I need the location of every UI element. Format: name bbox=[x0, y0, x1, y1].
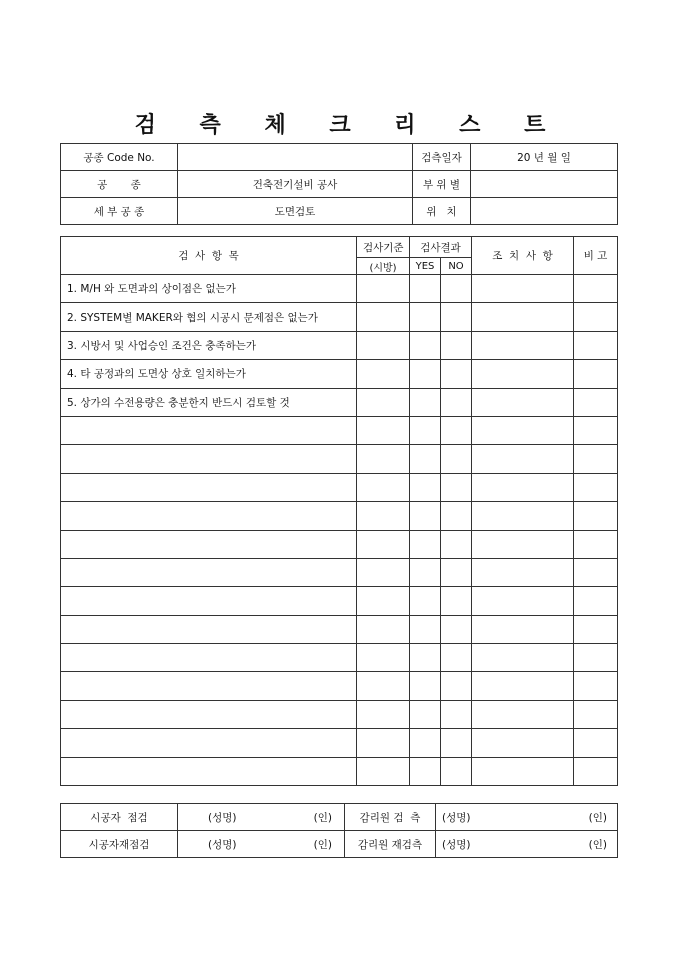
action-cell[interactable] bbox=[472, 360, 574, 388]
checklist-row bbox=[61, 388, 618, 416]
standard-cell[interactable] bbox=[357, 303, 410, 331]
checklist-row bbox=[61, 275, 618, 303]
checklist-row bbox=[61, 757, 618, 785]
no-cell[interactable] bbox=[441, 445, 472, 473]
standard-cell[interactable] bbox=[357, 360, 410, 388]
action-cell[interactable] bbox=[472, 388, 574, 416]
remark-cell[interactable] bbox=[574, 331, 618, 359]
contractor-check-label: 시공자 점검 bbox=[61, 804, 178, 831]
header-item: 검 사 항 목 bbox=[61, 237, 357, 275]
sign-row-1 bbox=[61, 804, 618, 831]
remark-cell[interactable] bbox=[574, 615, 618, 643]
action-cell[interactable] bbox=[472, 729, 574, 757]
info-row-subtype bbox=[61, 198, 618, 225]
yes-cell[interactable] bbox=[410, 615, 441, 643]
no-cell[interactable] bbox=[441, 672, 472, 700]
code-label: 공종 Code No. bbox=[61, 144, 178, 171]
checklist-item-text bbox=[61, 558, 357, 586]
checklist-row bbox=[61, 331, 618, 359]
action-cell[interactable] bbox=[472, 530, 574, 558]
checklist-item-text bbox=[61, 502, 357, 530]
remark-cell[interactable] bbox=[574, 502, 618, 530]
checklist-item-text: 1. M/H 와 도면과의 상이점은 없는가 bbox=[61, 275, 357, 303]
contractor-recheck-name-field[interactable]: (성명) bbox=[178, 831, 268, 858]
standard-cell[interactable] bbox=[357, 587, 410, 615]
standard-cell[interactable] bbox=[357, 275, 410, 303]
no-cell[interactable] bbox=[441, 757, 472, 785]
action-cell[interactable] bbox=[472, 416, 574, 444]
checklist-item-text bbox=[61, 615, 357, 643]
no-cell[interactable] bbox=[441, 615, 472, 643]
yes-cell[interactable] bbox=[410, 530, 441, 558]
checklist-item-text: 3. 시방서 및 사업승인 조건은 충족하는가 bbox=[61, 331, 357, 359]
checklist-row bbox=[61, 700, 618, 728]
action-cell[interactable] bbox=[472, 672, 574, 700]
supervisor-inspect-name-field[interactable]: (성명) bbox=[436, 804, 557, 831]
remark-cell[interactable] bbox=[574, 530, 618, 558]
checklist-item-text bbox=[61, 530, 357, 558]
remark-cell[interactable] bbox=[574, 729, 618, 757]
checklist-item-text: 2. SYSTEM별 MAKER와 협의 시공시 문제점은 없는가 bbox=[61, 303, 357, 331]
action-cell[interactable] bbox=[472, 615, 574, 643]
checklist-row bbox=[61, 530, 618, 558]
checklist-item-text bbox=[61, 473, 357, 501]
no-cell[interactable] bbox=[441, 700, 472, 728]
no-cell[interactable] bbox=[441, 331, 472, 359]
checklist-row bbox=[61, 360, 618, 388]
header-standard-line2: (시방) bbox=[357, 258, 410, 275]
checklist-row bbox=[61, 445, 618, 473]
supervisor-reinspect-label: 감리원 재검측 bbox=[345, 831, 436, 858]
checklist-row bbox=[61, 303, 618, 331]
checklist-item-text: 4. 타 공정과의 도면상 상호 일치하는가 bbox=[61, 360, 357, 388]
yes-cell[interactable] bbox=[410, 587, 441, 615]
subtype-label: 세 부 공 종 bbox=[61, 198, 178, 225]
checklist-row bbox=[61, 672, 618, 700]
yes-cell[interactable] bbox=[410, 360, 441, 388]
yes-cell[interactable] bbox=[410, 331, 441, 359]
action-cell[interactable] bbox=[472, 303, 574, 331]
checklist-row bbox=[61, 416, 618, 444]
remark-cell[interactable] bbox=[574, 644, 618, 672]
action-cell[interactable] bbox=[472, 473, 574, 501]
checklist-row bbox=[61, 558, 618, 586]
yes-cell[interactable] bbox=[410, 388, 441, 416]
no-cell[interactable] bbox=[441, 587, 472, 615]
checklist-table bbox=[60, 236, 618, 786]
sign-table bbox=[60, 803, 618, 858]
standard-cell[interactable] bbox=[357, 644, 410, 672]
sign-row-2 bbox=[61, 831, 618, 858]
standard-cell[interactable] bbox=[357, 445, 410, 473]
part-label: 부 위 별 bbox=[413, 171, 471, 198]
checklist-header-row bbox=[61, 237, 618, 258]
supervisor-inspect-label: 감리원 검 측 bbox=[345, 804, 436, 831]
checklist-row bbox=[61, 729, 618, 757]
checklist-row bbox=[61, 502, 618, 530]
checklist-row bbox=[61, 644, 618, 672]
yes-cell[interactable] bbox=[410, 473, 441, 501]
header-standard-line1: 검사기준 bbox=[357, 237, 410, 258]
remark-cell[interactable] bbox=[574, 757, 618, 785]
remark-cell[interactable] bbox=[574, 416, 618, 444]
page-title: 검 측 체 크 리 스 트 bbox=[134, 113, 564, 138]
action-cell[interactable] bbox=[472, 700, 574, 728]
checklist-item-text bbox=[61, 416, 357, 444]
yes-cell[interactable] bbox=[410, 644, 441, 672]
contractor-recheck-seal[interactable]: (인) bbox=[268, 831, 345, 858]
no-cell[interactable] bbox=[441, 388, 472, 416]
action-cell[interactable] bbox=[472, 757, 574, 785]
standard-cell[interactable] bbox=[357, 729, 410, 757]
remark-cell[interactable] bbox=[574, 473, 618, 501]
no-cell[interactable] bbox=[441, 502, 472, 530]
remark-cell[interactable] bbox=[574, 275, 618, 303]
header-remark: 비 고 bbox=[574, 237, 618, 275]
header-yes: YES bbox=[410, 258, 441, 275]
yes-cell[interactable] bbox=[410, 275, 441, 303]
location-label: 위 치 bbox=[413, 198, 471, 225]
yes-cell[interactable] bbox=[410, 729, 441, 757]
yes-cell[interactable] bbox=[410, 672, 441, 700]
standard-cell[interactable] bbox=[357, 416, 410, 444]
code-value-field[interactable] bbox=[178, 144, 413, 171]
remark-cell[interactable] bbox=[574, 587, 618, 615]
yes-cell[interactable] bbox=[410, 757, 441, 785]
standard-cell[interactable] bbox=[357, 473, 410, 501]
remark-cell[interactable] bbox=[574, 700, 618, 728]
date-value-field[interactable]: 20 년 월 일 bbox=[471, 144, 618, 171]
standard-cell[interactable] bbox=[357, 615, 410, 643]
date-label: 검측일자 bbox=[413, 144, 471, 171]
contractor-recheck-label: 시공자재점검 bbox=[61, 831, 178, 858]
no-cell[interactable] bbox=[441, 558, 472, 586]
remark-cell[interactable] bbox=[574, 445, 618, 473]
standard-cell[interactable] bbox=[357, 558, 410, 586]
checklist-item-text bbox=[61, 587, 357, 615]
yes-cell[interactable] bbox=[410, 558, 441, 586]
checklist-item-text bbox=[61, 700, 357, 728]
checklist-item-text: 5. 상가의 수전용량은 충분한지 반드시 검토할 것 bbox=[61, 388, 357, 416]
info-row-code bbox=[61, 144, 618, 171]
no-cell[interactable] bbox=[441, 473, 472, 501]
remark-cell[interactable] bbox=[574, 672, 618, 700]
yes-cell[interactable] bbox=[410, 502, 441, 530]
action-cell[interactable] bbox=[472, 331, 574, 359]
standard-cell[interactable] bbox=[357, 672, 410, 700]
supervisor-reinspect-name-field[interactable]: (성명) bbox=[436, 831, 557, 858]
checklist-row bbox=[61, 587, 618, 615]
checklist-item-text bbox=[61, 672, 357, 700]
info-row-type bbox=[61, 171, 618, 198]
checklist-item-text bbox=[61, 757, 357, 785]
no-cell[interactable] bbox=[441, 416, 472, 444]
checklist-row bbox=[61, 473, 618, 501]
yes-cell[interactable] bbox=[410, 416, 441, 444]
location-value-field[interactable] bbox=[471, 198, 618, 225]
part-value-field[interactable] bbox=[471, 171, 618, 198]
remark-cell[interactable] bbox=[574, 303, 618, 331]
header-no: NO bbox=[441, 258, 472, 275]
header-action: 조 치 사 항 bbox=[472, 237, 574, 275]
checklist-row bbox=[61, 615, 618, 643]
header-result: 검사결과 bbox=[410, 237, 472, 258]
standard-cell[interactable] bbox=[357, 502, 410, 530]
subtype-value-field[interactable]: 도면검토 bbox=[178, 198, 413, 225]
standard-cell[interactable] bbox=[357, 757, 410, 785]
yes-cell[interactable] bbox=[410, 445, 441, 473]
supervisor-reinspect-seal[interactable]: (인) bbox=[557, 831, 618, 858]
no-cell[interactable] bbox=[441, 729, 472, 757]
action-cell[interactable] bbox=[472, 558, 574, 586]
checklist-item-text bbox=[61, 644, 357, 672]
remark-cell[interactable] bbox=[574, 558, 618, 586]
checklist-item-text bbox=[61, 445, 357, 473]
standard-cell[interactable] bbox=[357, 388, 410, 416]
info-table bbox=[60, 143, 618, 225]
remark-cell[interactable] bbox=[574, 360, 618, 388]
type-label: 공 종 bbox=[61, 171, 178, 198]
standard-cell[interactable] bbox=[357, 700, 410, 728]
supervisor-inspect-seal[interactable]: (인) bbox=[557, 804, 618, 831]
action-cell[interactable] bbox=[472, 275, 574, 303]
yes-cell[interactable] bbox=[410, 303, 441, 331]
no-cell[interactable] bbox=[441, 360, 472, 388]
no-cell[interactable] bbox=[441, 303, 472, 331]
action-cell[interactable] bbox=[472, 445, 574, 473]
checklist-item-text bbox=[61, 729, 357, 757]
standard-cell[interactable] bbox=[357, 331, 410, 359]
remark-cell[interactable] bbox=[574, 388, 618, 416]
contractor-check-seal[interactable]: (인) bbox=[268, 804, 345, 831]
contractor-check-name-field[interactable]: (성명) bbox=[178, 804, 268, 831]
no-cell[interactable] bbox=[441, 530, 472, 558]
type-value-field[interactable]: 건축전기설비 공사 bbox=[178, 171, 413, 198]
action-cell[interactable] bbox=[472, 644, 574, 672]
action-cell[interactable] bbox=[472, 502, 574, 530]
action-cell[interactable] bbox=[472, 587, 574, 615]
standard-cell[interactable] bbox=[357, 530, 410, 558]
yes-cell[interactable] bbox=[410, 700, 441, 728]
no-cell[interactable] bbox=[441, 644, 472, 672]
no-cell[interactable] bbox=[441, 275, 472, 303]
